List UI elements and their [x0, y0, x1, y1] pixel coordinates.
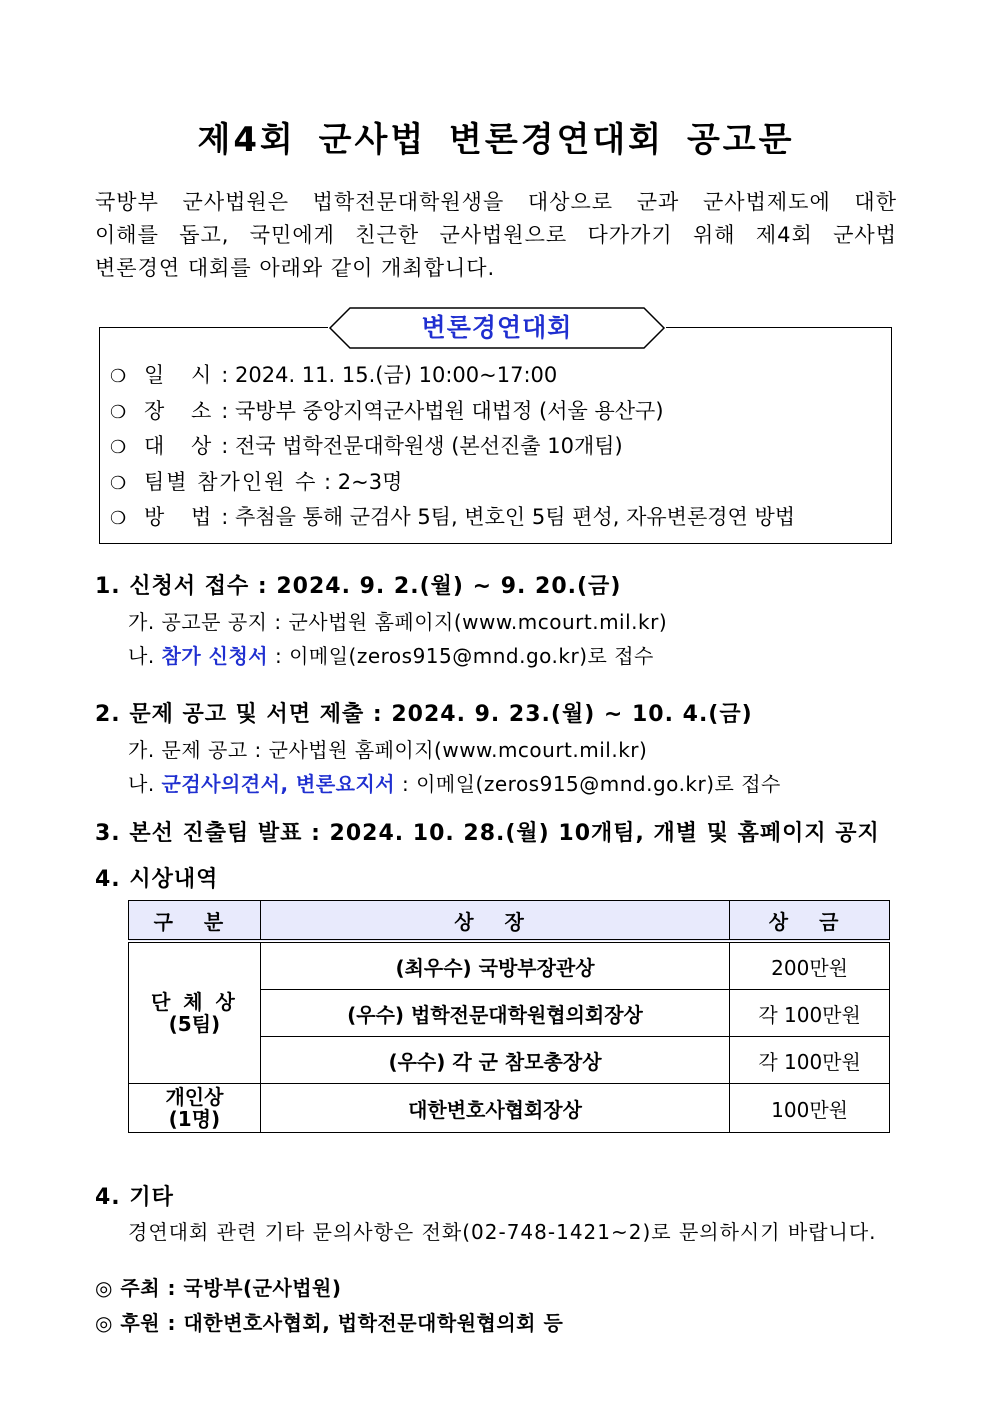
event-info-item-method: [110, 500, 795, 536]
group-team-award: [129, 941, 261, 1084]
table-row: [129, 941, 890, 990]
item-rest: : 이메일(zeros915@mnd.go.kr)로 접수: [402, 772, 781, 796]
event-info-list: [110, 358, 795, 536]
item-value: : 추첨을 통해 군검사 5팀, 변호인 5팀 편성, 자유변론경연 방법: [221, 505, 796, 529]
section-2-item-b: [128, 768, 781, 797]
group-individual-award: [129, 1084, 261, 1133]
page-title: 제4회 군사법 변론경연대회 공고문: [197, 120, 795, 160]
section-etc-body: 경연대회 관련 기타 문의사항은 전화(02-748-1421~2)로 문의하시기 바랍니다.: [128, 1220, 877, 1244]
item-key: 일 시: [144, 363, 222, 387]
event-info-item-venue: [110, 394, 795, 430]
item-prefix: 나.: [128, 772, 155, 796]
award-name: 대한변호사협회장상: [260, 1084, 729, 1133]
section-2-heading: 2. 문제 공고 및 서면 제출 : 2024. 9. 23.(월) ~ 10. 4.(금): [95, 702, 753, 727]
footer-host: ◎ 주최 : 국방부(군사법원): [95, 1276, 342, 1300]
award-name: (최우수) 국방부장관상: [260, 941, 729, 990]
event-info-tag-label: 변론경연대회: [421, 313, 573, 342]
group-label-line: 개인상: [165, 1085, 224, 1109]
item-value: : 2024. 11. 15.(금) 10:00~17:00: [221, 363, 558, 387]
item-rest: : 이메일(zeros915@mnd.go.kr)로 접수: [274, 644, 654, 668]
awards-header-row: [129, 901, 890, 942]
award-name: (우수) 법학전문대학원협의회장상: [260, 990, 729, 1037]
intro-line-3: 변론경연 대회를 아래와 같이 개최합니다.: [95, 256, 496, 280]
footer-sponsor: ◎ 후원 : 대한변호사협회, 법학전문대학원협의회 등: [95, 1311, 564, 1335]
event-info-item-datetime: [110, 358, 795, 394]
item-value: : 2~3명: [324, 469, 403, 494]
highlight-text: 참가 신청서: [161, 644, 269, 668]
section-3-heading: 3. 본선 진출팀 발표 : 2024. 10. 28.(월) 10개팀, 개별 및 홈페이지 공지: [95, 821, 880, 846]
section-2-item-a: 가. 문제 공고 : 군사법원 홈페이지(www.mcourt.mil.kr): [128, 738, 648, 762]
intro-line-2: 이해를 돕고, 국민에게 친근한 군사법원으로 다가가기 위해 제4회 군사법: [95, 223, 897, 247]
group-label-line: (1명): [168, 1107, 221, 1131]
circle-bullet-icon: ❍: [110, 437, 127, 458]
circle-bullet-icon: ❍: [110, 401, 127, 423]
award-name: (우수) 각 군 참모총장상: [260, 1037, 729, 1084]
item-key: 장 소: [144, 398, 222, 423]
section-1-heading: 1. 신청서 접수 : 2024. 9. 2.(월) ~ 9. 20.(금): [95, 574, 622, 599]
awards-table: [128, 900, 890, 1133]
event-info-tag: [328, 306, 666, 350]
award-prize: 각 100만원: [730, 1037, 890, 1084]
highlight-text: 군검사의견서, 변론요지서: [161, 772, 396, 796]
table-row: [129, 1084, 890, 1133]
intro-line-1: 국방부 군사법원은 법학전문대학원생을 대상으로 군과 군사법제도에 대한: [95, 190, 897, 214]
item-prefix: 나.: [128, 644, 155, 668]
item-key: 대 상: [144, 434, 222, 458]
item-key: 방 법: [144, 505, 222, 529]
award-prize: 200만원: [730, 941, 890, 990]
intro-paragraph: [95, 186, 897, 285]
group-label-line: 단 체 상: [150, 990, 238, 1014]
circle-bullet-icon: ❍: [110, 508, 127, 529]
header-category: 구 분: [129, 901, 261, 942]
item-value: : 전국 법학전문대학원생 (본선진출 10개팀): [221, 434, 623, 458]
section-1-item-a: 가. 공고문 공지 : 군사법원 홈페이지(www.mcourt.mil.kr): [128, 610, 668, 634]
award-prize: 각 100만원: [730, 990, 890, 1037]
section-1-item-b: [128, 640, 654, 669]
section-etc-heading: 4. 기타: [95, 1185, 174, 1210]
header-prize: 상 금: [730, 901, 890, 942]
header-award: 상 장: [260, 901, 729, 942]
circle-bullet-icon: ❍: [110, 366, 127, 387]
event-info-item-team-size: [110, 465, 795, 501]
circle-bullet-icon: ❍: [110, 472, 127, 494]
section-4-heading: 4. 시상내역: [95, 867, 219, 892]
item-value: : 국방부 중앙지역군사법원 대법정 (서울 용산구): [221, 398, 664, 423]
event-info-item-target: [110, 429, 795, 465]
award-prize: 100만원: [730, 1084, 890, 1133]
group-label-line: (5팀): [168, 1012, 221, 1036]
item-key: 팀별 참가인원 수: [144, 469, 318, 494]
